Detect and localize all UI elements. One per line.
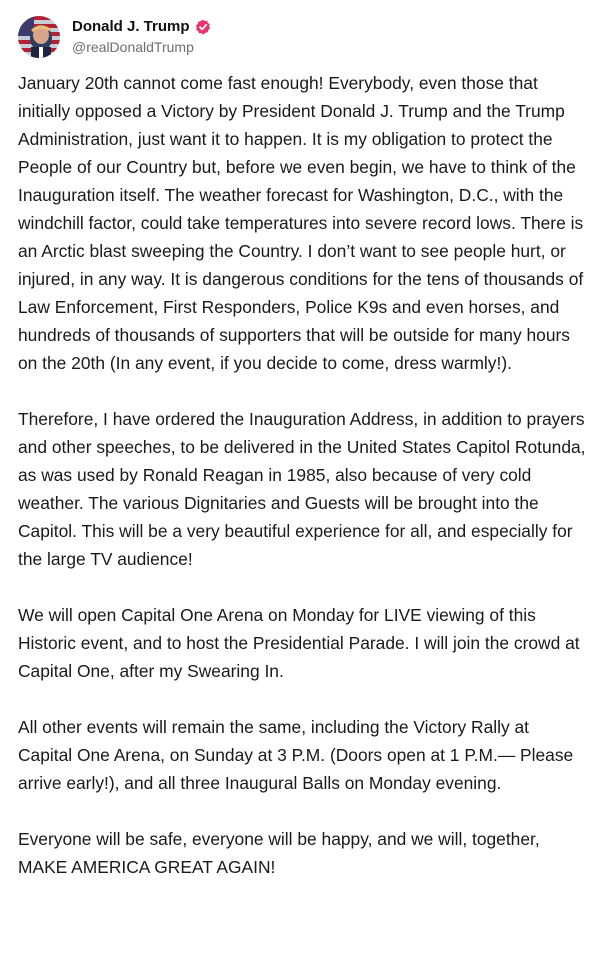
post-paragraph: All other events will remain the same, including the Victory Rally at Capital One Arena, on Sunday at 3 P.M. (Doors open at 1 P.M.— Please arrive early!), and all three Inaugural Balls on Monday evening.: [18, 717, 574, 793]
post-paragraph: January 20th cannot come fast enough! Everybody, even those that initially opposed a Victory by President Donald J. Trump and the Trump Administration, just want it to happen. It is my obligation to protect the People of our Country but, before we even begin, we have to think of the Inauguration itself. The weather forecast for Washington, D.C., with the windchill factor, could take temperatures into severe record lows. There is an Arctic blast sweeping the Country. I don’t want to see people hurt, or injured, in any way. It is dangerous conditions for the tens of thousands of Law Enforcement, First Responders, Police K9s and even horses, and hundreds of thousands of supporters that will be outside for many hours on the 20th (In any event, if you decide to come, dress warmly!).: [18, 73, 584, 373]
verified-badge-icon: [195, 19, 211, 35]
display-name[interactable]: Donald J. Trump: [72, 18, 190, 36]
post-paragraph: Therefore, I have ordered the Inauguration Address, in addition to prayers and other speeches, to be delivered in the United States Capitol Rotunda, as was used by Ronald Reagan in 1985, also because of very cold weather. The various Dignitaries and Guests will be brought into the Capitol. This will be a very beautiful experience for all, and especially for the large TV audience!: [18, 409, 586, 569]
avatar-image: [18, 16, 60, 58]
post-paragraph: Everyone will be safe, everyone will be happy, and we will, together, MAKE AMERICA GREAT AGAIN!: [18, 829, 540, 877]
post-body: [18, 69, 587, 881]
name-row: [72, 18, 211, 36]
avatar[interactable]: [18, 16, 60, 58]
post-paragraph: We will open Capital One Arena on Monday for LIVE viewing of this Historic event, and to host the Presidential Parade. I will join the crowd at Capital One, after my Swearing In.: [18, 605, 580, 681]
post-header: [18, 13, 587, 61]
author-info: [72, 18, 211, 56]
handle[interactable]: @realDonaldTrump: [72, 39, 194, 56]
